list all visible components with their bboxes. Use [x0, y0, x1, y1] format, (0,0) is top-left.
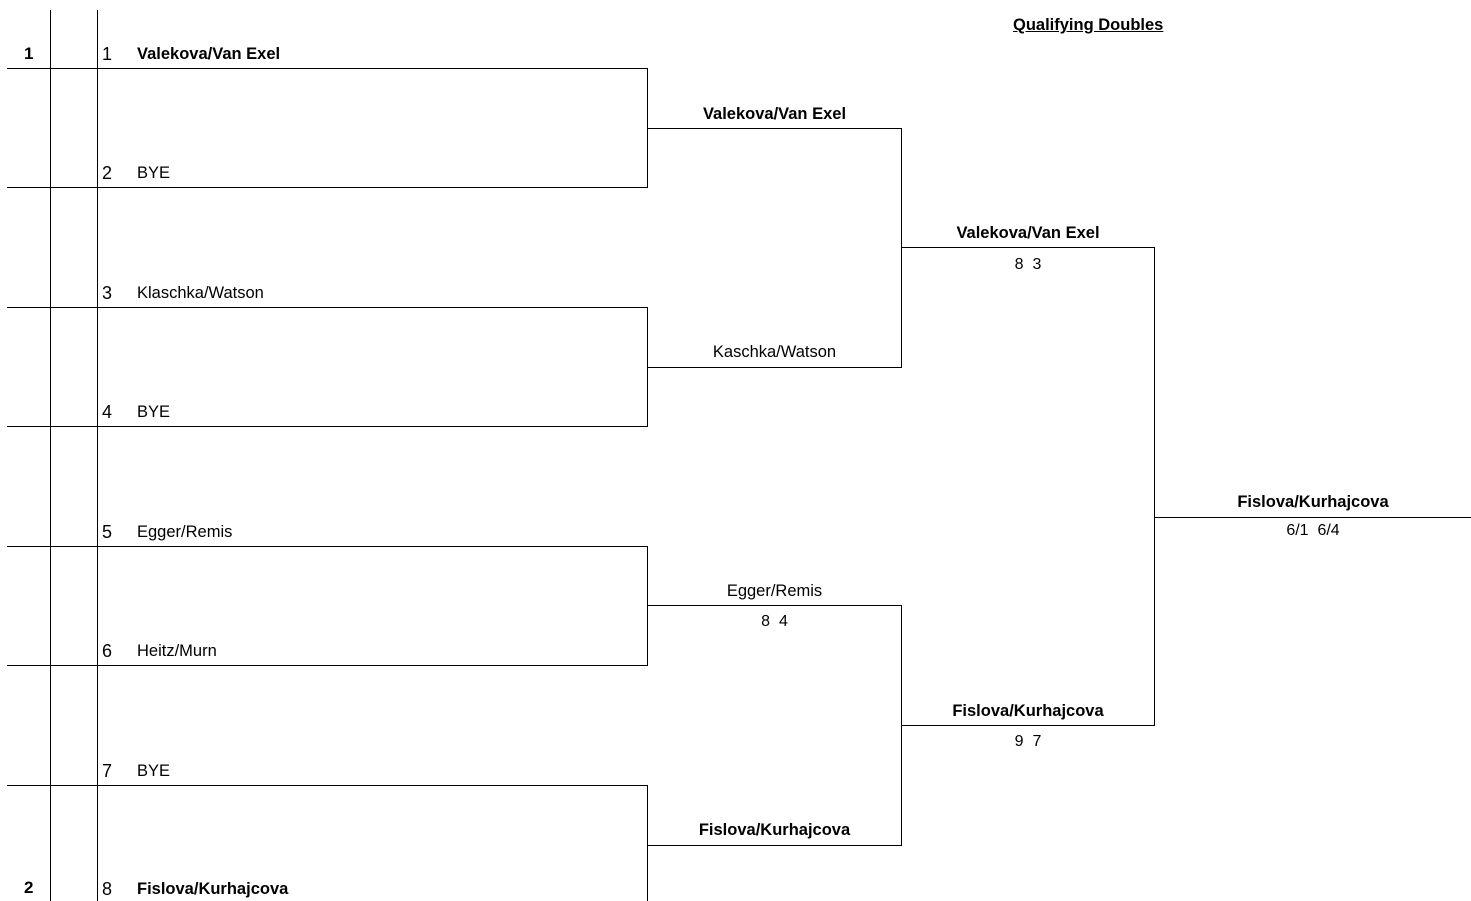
- draw-line: [647, 128, 902, 129]
- draw-line: [647, 605, 902, 606]
- draw-position-number: 3: [102, 283, 113, 303]
- draw-line: [7, 307, 648, 308]
- column-divider: [50, 10, 51, 901]
- draw-line: [901, 247, 1155, 248]
- draw-position-number: 2: [102, 163, 113, 183]
- draw-title: Qualifying Doubles: [1013, 16, 1164, 34]
- match-score: 9 7: [1014, 733, 1042, 750]
- round3-winner: Valekova/Van Exel: [956, 224, 1100, 242]
- final-score: 6/1 6/4: [1286, 522, 1340, 539]
- draw-line: [647, 845, 902, 846]
- draw-line: [7, 546, 648, 547]
- round3-winner: Fislova/Kurhajcova: [952, 702, 1104, 720]
- bracket-connector: [1154, 247, 1155, 725]
- round2-winner: Fislova/Kurhajcova: [698, 821, 851, 839]
- bracket-connector: [647, 785, 648, 901]
- team-name: BYE: [137, 403, 171, 421]
- draw-line: [7, 785, 648, 786]
- round2-winner: Egger/Remis: [726, 582, 823, 600]
- round2-winner: Valekova/Van Exel: [702, 105, 847, 123]
- round2-winner: Kaschka/Watson: [712, 343, 837, 361]
- seed-label-bottom: 2: [24, 878, 34, 897]
- draw-position-number: 1: [102, 44, 113, 64]
- team-name: BYE: [137, 164, 171, 182]
- draw-line: [901, 725, 1155, 726]
- column-divider: [97, 10, 98, 901]
- team-name: BYE: [137, 762, 171, 780]
- team-name: Klaschka/Watson: [137, 284, 264, 302]
- team-name: Egger/Remis: [137, 523, 233, 541]
- draw-line: [647, 367, 902, 368]
- match-score: 8 4: [761, 613, 788, 630]
- draw-line: [7, 665, 648, 666]
- draw-position-number: 7: [102, 761, 113, 781]
- draw-position-number: 5: [102, 522, 113, 542]
- final-winner: Fislova/Kurhajcova: [1237, 493, 1389, 511]
- draw-position-number: 6: [102, 641, 113, 661]
- draw-line: [7, 68, 648, 69]
- draw-line: [7, 426, 648, 427]
- match-score: 8 3: [1014, 256, 1042, 273]
- seed-label-top: 1: [24, 44, 34, 63]
- draw-line: [1154, 517, 1471, 518]
- team-name: Valekova/Van Exel: [137, 45, 281, 63]
- team-name: Fislova/Kurhajcova: [137, 880, 289, 898]
- draw-position-number: 8: [102, 879, 113, 899]
- draw-position-number: 4: [102, 402, 113, 422]
- team-name: Heitz/Murn: [137, 642, 217, 660]
- draw-line: [7, 187, 648, 188]
